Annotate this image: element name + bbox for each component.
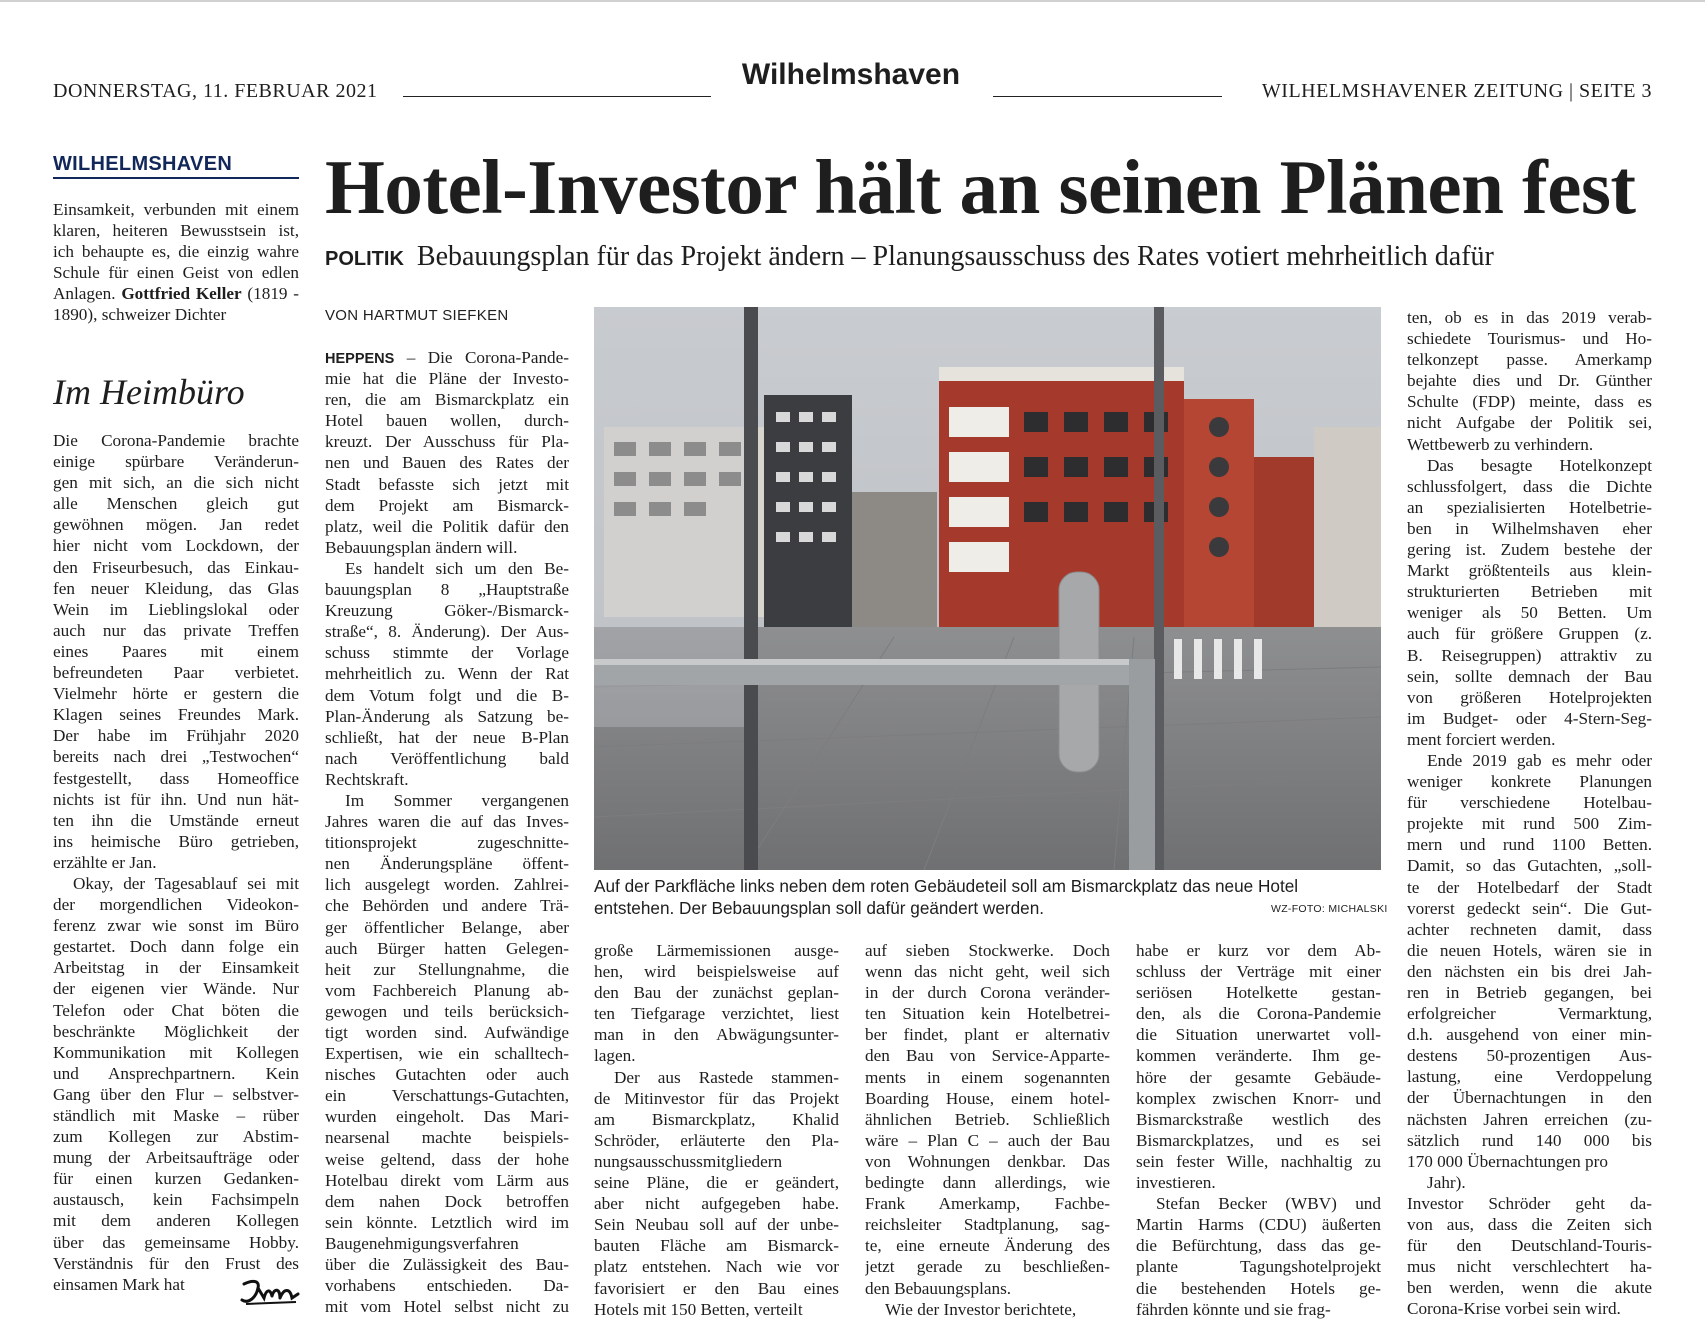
text-line: Es handelt sich um den Be- [345, 558, 569, 578]
text-line: der Übernachtungen in den [1407, 1088, 1652, 1108]
text-line: den nächsten ein bis drei Jah- [1407, 961, 1652, 981]
dateline: HEPPENS [325, 351, 395, 367]
text-line: Okay, der Tagesablauf sei mit [73, 873, 299, 893]
text-line: fen neuer Kleidung, das Glas [53, 578, 299, 598]
text-line: weniger konkrete Planungen [1407, 772, 1652, 792]
text-line: 170 000 Übernachtungen pro [1407, 1151, 1608, 1171]
article-column-3 [865, 940, 1110, 1320]
text-line: mit dem anderen Kollegen [53, 1211, 299, 1231]
text-line: Baugenehmigungsverfahren [325, 1233, 519, 1253]
author-signature [238, 1276, 300, 1310]
text-line: Stefan Becker (WBV) und [1156, 1194, 1381, 1214]
text-line: dem Projekt am Bismarck- [325, 495, 569, 515]
text-line: Investor Schröder geht da- [1407, 1193, 1652, 1213]
text-line: heit zur Stellungnahme, die [325, 959, 569, 979]
text-line: große Lärmemissionen ausge- [594, 941, 839, 960]
text-line: lastung, eine Verdoppelung [1407, 1067, 1652, 1087]
text-line: einige spürbare Veränderun- [53, 452, 299, 472]
text-line: ments in einem sogenannten [865, 1067, 1110, 1087]
text-line: erzählte er Jan. [53, 852, 157, 872]
text-line: ähnlichen Betrieb. Schließlich [865, 1109, 1110, 1129]
text-line: man in den Abwägungsunter- [594, 1025, 839, 1045]
text-line: Rechtskraft. [325, 769, 409, 789]
quote-meta: (1819 - 1890), schweizer Dichter [53, 284, 300, 324]
text-line: sein könnte. Letztlich wird im [325, 1212, 569, 1232]
section-title: Wilhelmshaven [741, 58, 961, 91]
text-line: für den Deutschland-Touris- [1407, 1236, 1652, 1256]
text-line: strukturierten Betrieben mit [1407, 582, 1652, 602]
text-line: schlussfolgert, dass die Dichte [1407, 476, 1652, 496]
text-line: sätzlich rund 140 000 bis [1407, 1130, 1652, 1150]
text-line: sein fester Wille, nachhaltig zu [1136, 1151, 1381, 1171]
text-line: Die Corona-Pandemie brachte [53, 431, 299, 450]
text-line: beschränkte Möglichkeit der [53, 1021, 299, 1041]
text-line: sein, sollte demnach der Bau [1407, 666, 1652, 686]
text-line: nisches Gutachten oder auch [325, 1065, 569, 1085]
text-line: nicht Aufgabe der Politik sei, [1407, 413, 1652, 433]
text-line: destens 50-prozentigen Aus- [1407, 1046, 1652, 1066]
text-line: Der habe im Frühjahr 2020 [53, 726, 299, 746]
text-line: seriösen Hotelkette gestan- [1136, 983, 1381, 1003]
text-line: ten Situation kein Hotelbetrei- [865, 1004, 1110, 1024]
byline: VON HARTMUT SIEFKEN [325, 307, 509, 324]
text-line: de Mitinvestor für das Projekt [594, 1088, 839, 1108]
text-line: schiedete Tourismus- und Ho- [1407, 329, 1652, 349]
text-line: über das gemeinsame Hobby. [53, 1232, 299, 1252]
text-line: Gang über den Flur – selbstver- [53, 1084, 299, 1104]
text-line: weise geltend, dass der hohe [325, 1149, 569, 1169]
text-line: mung der Arbeitsaufträge oder [53, 1148, 299, 1168]
text-line: Wettbewerb zu verhindern. [1407, 434, 1594, 454]
text-line: in der durch Corona veränder- [865, 983, 1110, 1003]
text-line: aber nicht aufgegeben habe. [594, 1194, 839, 1214]
text-line: habe er kurz vor dem Ab- [1136, 941, 1381, 960]
text-line: den Friseurbesuch, das Einkau- [53, 557, 299, 577]
text-line [325, 347, 569, 368]
text-line: telkonzept passe. Amerkamp [1407, 350, 1652, 370]
text-line: che Behörden und andere Trä- [325, 896, 569, 916]
photo-caption: Auf der Parkfläche links neben dem roten Gebäudeteil soll am Bismarckplatz das neue Hotel entstehen. Der Bebauungsplan soll dafür geändert werden. [594, 876, 1299, 918]
text-line: die bestehenden Hotels ge- [1136, 1278, 1381, 1298]
text-line-rest: – Die Corona-Pande- [394, 348, 569, 367]
text-line: mern und rund 1100 Betten. [1407, 835, 1652, 855]
text-line: am Bismarckplatz, Khalid [594, 1109, 839, 1129]
text-line: von Wohnungen denkbar. Das [865, 1151, 1110, 1171]
text-line: Jahr). [1427, 1172, 1466, 1192]
text-line: kommen veränderte. Ihm ge- [1136, 1046, 1381, 1066]
text-line: Bebauungsplan ändern will. [325, 537, 518, 557]
text-line: Hotelbau direkt vom Lärm aus [325, 1170, 569, 1190]
text-line: ment forciert werden. [1407, 729, 1556, 749]
sidebar-kicker: WILHELMSHAVEN [53, 153, 233, 175]
text-line: Boarding House, einem hotel- [865, 1088, 1110, 1108]
text-line: wurden eingeholt. Das Mari- [325, 1107, 569, 1127]
text-line: nen Änderungspläne öffent- [325, 854, 569, 874]
text-line: komplex zwischen Knorr- und [1136, 1088, 1381, 1108]
text-line: ber findet, plant er alternativ [865, 1025, 1110, 1045]
text-line: ins heimische Büro getrieben, [53, 831, 299, 851]
text-line: festgestellt, dass Homeoffice [53, 768, 299, 788]
sidebar-column-text [53, 430, 299, 1295]
text-line: favorisiert er den Bau eines [594, 1278, 839, 1298]
text-line: jetzt gerade zu beschließen- [865, 1257, 1110, 1277]
text-line: den Bebauungsplans. [865, 1278, 1012, 1298]
issue-date: DONNERSTAG, 11. FEBRUAR 2021 [53, 80, 378, 102]
text-line: und Ansprechpartnern. Kein [53, 1063, 299, 1083]
text-line: gering ist. Zudem bestehe der [1407, 540, 1652, 560]
text-line: ger öffentlicher Belange, aber [325, 917, 569, 937]
quote-of-the-day [53, 199, 299, 325]
text-line: schluss der Verträge mit einer [1136, 962, 1381, 982]
text-line: die neuen Hotels, wären sie in [1407, 940, 1652, 960]
text-line: platz entstehen. Nach wie vor [594, 1257, 839, 1277]
text-line: projekte mit rund 500 Zim- [1407, 814, 1652, 834]
text-line: gewogen und teils berücksich- [325, 1001, 569, 1021]
text-line: Plan-Änderung als Satzung be- [325, 706, 569, 726]
text-line: mie hat die Pläne der Investo- [325, 369, 569, 389]
text-line: nen und Bauen des Rates der [325, 453, 569, 473]
column-title: Im Heimbüro [53, 372, 245, 412]
text-line: einsamen Mark hat [53, 1274, 185, 1294]
article-headline: Hotel-Investor hält an seinen Plänen fest [325, 144, 1636, 230]
text-line: dem nahen Dock betroffen [325, 1191, 569, 1211]
text-line: über die Zulässigkeit des Bau- [325, 1255, 569, 1275]
text-line: ständlich mit Maske – rüber [53, 1106, 299, 1125]
text-line: Bismarckstraße westlich des [1136, 1109, 1381, 1129]
text-line: Markt größtenteils aus klein- [1407, 561, 1652, 581]
header-rule-left [403, 96, 711, 97]
text-line: Kommunikation mit Kollegen [53, 1042, 299, 1062]
text-line: Sein Neubau soll auf der unbe- [594, 1215, 839, 1235]
text-line: bejahte dies und Dr. Günther [1407, 371, 1652, 391]
text-line: Hotel bauen wollen, durch- [325, 411, 569, 431]
article-photo [594, 307, 1381, 870]
text-line: Corona-Krise vorbei sein wird. [1407, 1299, 1621, 1319]
text-line: den Bau der zunächst geplan- [594, 983, 839, 1003]
text-line: Wein im Lieblingslokal oder [53, 599, 299, 619]
text-line: befreundeten Paar verbietet. [53, 663, 299, 683]
article-column-1 [325, 347, 569, 1317]
text-line: kreuzt. Der Ausschuss für Pla- [325, 432, 569, 452]
text-line: Telefon oder Chat böten die [53, 1000, 299, 1020]
text-line: der morgendlichen Videokon- [53, 895, 299, 915]
text-line: bauungsplan 8 „Hauptstraße [325, 580, 569, 600]
text-line: nächsten Jahren erreichen (zu- [1407, 1109, 1652, 1129]
subheadline-text: Bebauungsplan für das Projekt ändern – Planungsausschuss des Rates votiert mehrheitlich dafür [416, 241, 1494, 272]
text-line: achter rechneten damit, dass [1407, 919, 1652, 939]
text-line: ten, ob es in das 2019 verab- [1407, 308, 1652, 327]
quote-text: Einsamkeit, verbunden mit einem klaren, heiteren Bewusstsein ist, ich behaupte es, die einzig wahre Schule für einen Geist von edlen Anlagen. [53, 200, 299, 303]
text-line: lich ausgelegt worden. Zahlrei- [325, 875, 569, 895]
text-line: mit vom Hotel selbst nicht zu [325, 1297, 569, 1317]
text-line: nearsenal machte beispiels- [325, 1128, 569, 1148]
text-line: Verständnis für den Frust des [53, 1253, 299, 1273]
text-line: der eigenen vier Wände. Nur [53, 979, 299, 999]
text-line: dem Votum folgt und die B- [325, 685, 569, 705]
text-line: für einen kurzen Gedanken- [53, 1169, 299, 1189]
text-line: den Bau von Service-Apparte- [865, 1046, 1110, 1066]
text-line: Im Sommer vergangenen [345, 790, 569, 810]
text-line: ben in Wilhelmshaven eher [1407, 518, 1652, 538]
text-line: ein Verschattungs-Gutachten, [325, 1086, 569, 1106]
text-line: straße“, 8. Änderung). Der Aus- [325, 622, 569, 642]
text-line: vom Fachbereich Planung ab- [325, 980, 569, 1000]
text-line: alle Menschen gleich gut [53, 494, 299, 514]
text-line: auch Bürger hatten Gelegen- [325, 938, 569, 958]
text-line: Stadt befasste sich jetzt mit [325, 474, 569, 494]
header-rule-right [993, 96, 1222, 97]
text-line: Damit, so das Gutachten, „soll- [1407, 856, 1652, 876]
text-line: gen mit sich, an die sich nicht [53, 473, 299, 493]
text-line: nichts ist für ihn. Und nun hät- [53, 789, 299, 809]
article-subheadline [325, 240, 1655, 276]
text-line: te der Hotelbedarf der Stadt [1407, 877, 1652, 897]
photo-credit: WZ-FOTO: MICHALSKI [1271, 903, 1388, 915]
text-line: lagen. [594, 1046, 636, 1066]
text-line: hier nicht vom Lockdown, der [53, 536, 299, 556]
text-line: Vielmehr hörte er gestern die [53, 684, 299, 704]
text-line: te, eine erneute Änderung des [865, 1236, 1110, 1256]
text-line: erfolgreicher Vermarktung, [1407, 1004, 1652, 1024]
text-line: gewöhnen mögen. Jan redet [53, 515, 299, 535]
text-line: höre der gesamte Gebäude- [1136, 1067, 1381, 1087]
text-line: Schröder, erläuterte den Pla- [594, 1130, 839, 1150]
text-line: fährden könnte und sie frag- [1136, 1299, 1331, 1319]
text-line: vorhabens entschieden. Da- [325, 1276, 569, 1296]
text-line: an spezialisierten Hotelbetrie- [1407, 497, 1652, 517]
text-line: die Befürchtung, dass das ge- [1136, 1236, 1381, 1256]
text-line: austausch, kein Fachsimpeln [53, 1190, 299, 1210]
text-line: Hotels mit 150 Betten, verteilt [594, 1299, 803, 1319]
text-line: mus nicht verschlechtert ha- [1407, 1257, 1652, 1277]
text-line: Ende 2019 gab es mehr oder [1427, 750, 1652, 770]
text-line: bereits nach drei „Testwochen“ [53, 747, 299, 767]
text-line: seine Pläne, die er geändert, [594, 1173, 839, 1193]
text-line: schließt, hat der neue B-Plan [325, 727, 569, 747]
text-line: ferenz zwar wie sonst im Büro [53, 916, 299, 936]
text-line: die Situation unerwartet voll- [1136, 1025, 1381, 1045]
text-line: Wie der Investor berichtete, [885, 1299, 1077, 1319]
article-column-4 [1136, 940, 1381, 1320]
text-line: im Budget- oder 4-Stern-Seg- [1407, 708, 1652, 728]
text-line: investieren. [1136, 1173, 1216, 1193]
text-line: B. Reisegruppen) attraktiv zu [1407, 645, 1652, 665]
text-line: Kreuzung Göker-/Bismarck- [325, 601, 569, 621]
text-line: vorerst gedeckt sein“. Die Gut- [1407, 898, 1652, 918]
text-line: Das besagte Hotelkonzept [1427, 455, 1652, 475]
text-line: von aus, dass die Zeiten sich [1407, 1215, 1652, 1235]
text-line: weniger als 50 Betten. Um [1407, 603, 1652, 623]
text-line: Martin Harms (CDU) äußerten [1136, 1215, 1381, 1235]
text-line: Frank Amerkamp, Fachbe- [865, 1194, 1110, 1214]
text-line: Jahres waren die auf das Inves- [325, 812, 569, 832]
text-line: mehrheitlich zu. Wenn der Rat [325, 664, 569, 684]
text-line: bedingte dann allerdings, wie [865, 1173, 1110, 1193]
text-line: ren in Betrieb gegangen, bei [1407, 983, 1652, 1002]
text-line: wäre – Plan C – auch der Bau [865, 1130, 1110, 1150]
text-line: titionsprojekt zugeschnitte- [325, 833, 569, 853]
text-line: auf sieben Stockwerke. Doch [865, 941, 1110, 960]
article-column-2 [594, 940, 839, 1320]
text-line: ren, die am Bismarckplatz ein [325, 390, 569, 410]
text-line: auch für größere Gruppen (z. [1407, 624, 1652, 644]
text-line: Klagen seines Freundes Mark. [53, 705, 299, 725]
text-line: von größeren Hotelprojekten [1407, 687, 1652, 707]
text-line: hen, wird beispielsweise auf [594, 962, 839, 982]
text-line: Schulte (FDP) meinte, dass es [1407, 392, 1652, 412]
article-column-5 [1407, 307, 1652, 1320]
text-line: nungsausschussmitgliedern [594, 1151, 783, 1171]
text-line: Expertisen, wie ein schalltech- [325, 1044, 569, 1064]
quote-author: Gottfried Keller [121, 284, 242, 303]
text-line: ten Tiefgarage verzichtet, liest [594, 1004, 839, 1024]
text-line: Bismarckplatzes, und es sei [1136, 1130, 1381, 1150]
sidebar-kicker-rule [53, 177, 299, 179]
paper-and-page: WILHELMSHAVENER ZEITUNG | SEITE 3 [1261, 80, 1652, 102]
text-line: den, als die Corona-Pandemie [1136, 1004, 1381, 1024]
text-line: platz, weil die Politik dafür den [325, 516, 569, 536]
text-line: d.h. ausgehend von einer min- [1407, 1025, 1652, 1045]
text-line: bauten Fläche am Bismarck- [594, 1236, 839, 1256]
text-line: eines Paares mit einem [53, 641, 299, 661]
text-line: wenn das nicht geht, weil sich [865, 962, 1110, 982]
top-border [0, 0, 1705, 2]
text-line: Der aus Rastede stammen- [614, 1067, 839, 1087]
text-line: auch nur das private Treffen [53, 620, 299, 640]
text-line: schuss stimmte der Vorlage [325, 643, 569, 663]
rubric-tag: POLITIK [325, 248, 404, 270]
text-line: ben werden, wenn die akute [1407, 1278, 1652, 1298]
text-line: ten ihn die Umstände erneut [53, 810, 299, 830]
text-line: zum Kollegen zur Abstim- [53, 1127, 299, 1147]
text-line: plante Tagungshotelprojekt [1136, 1257, 1381, 1277]
text-line: für verschiedene Hotelbau- [1407, 793, 1652, 813]
text-line: reichsleiter Stadtplanung, sag- [865, 1215, 1110, 1235]
text-line: Arbeitstag in der Einsamkeit [53, 958, 299, 978]
text-line: nach Veröffentlichung bald [325, 748, 569, 768]
text-line: tigt worden sind. Aufwändige [325, 1023, 569, 1042]
text-line: gestartet. Doch dann folge ein [53, 937, 299, 957]
